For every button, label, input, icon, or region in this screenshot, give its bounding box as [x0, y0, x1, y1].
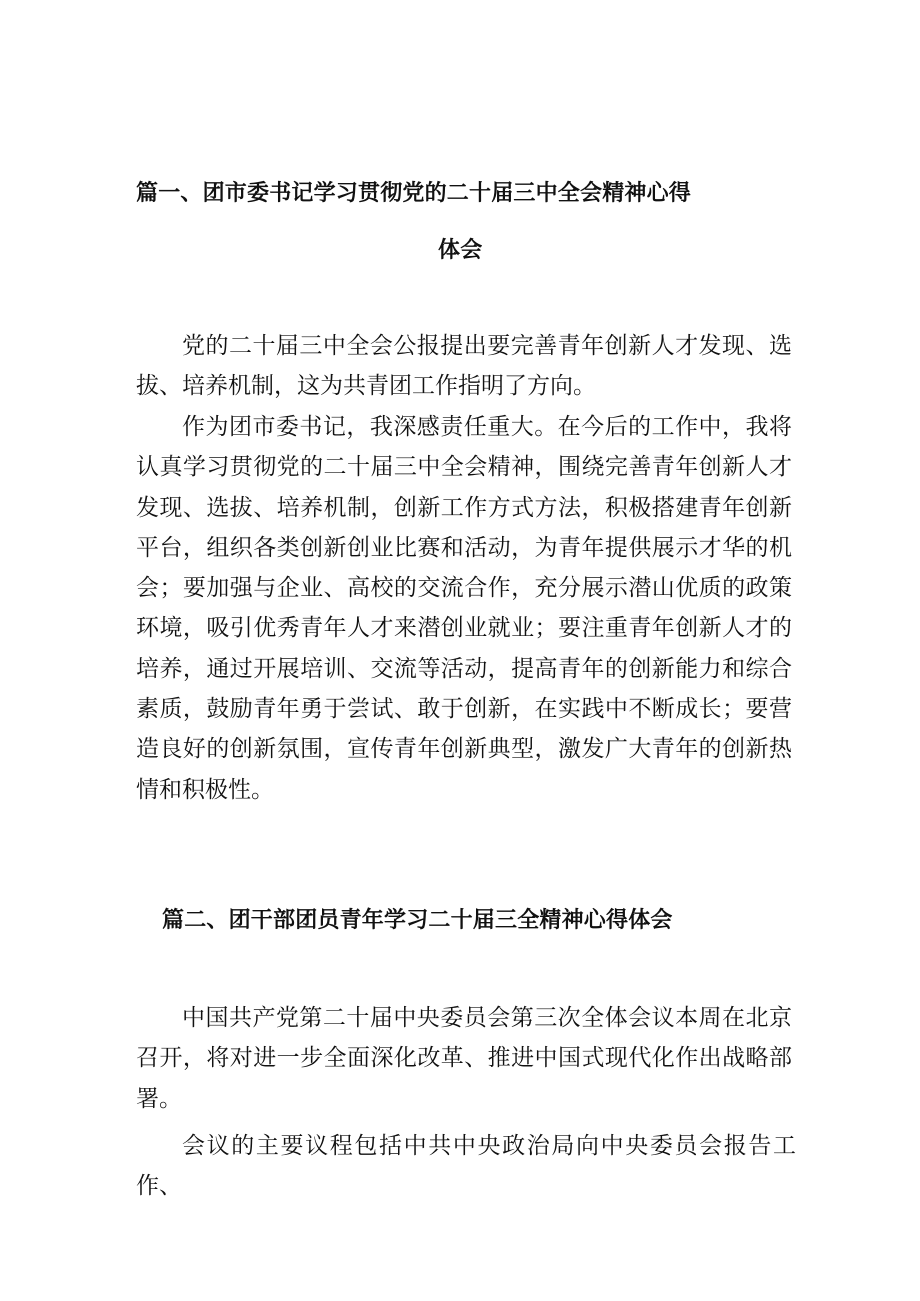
section2-paragraph-1: 中国共产党第二十届中央委员会第三次全体会议本周在北京召开，将对进一步全面深化改革、推进中国式现代化作出战略部署。 — [136, 1005, 792, 1112]
section1-paragraph-2: 作为团市委书记，我深感责任重大。在今后的工作中，我将认真学习贯彻党的二十届三中全会精神，围绕完善青年创新人才发现、选拔、培养机制，创新工作方式方法，积极搭建青年创新平台，组织各类创新创业比赛和活动，为青年提供展示才华的机会；要加强与企业、高校的交流合作，充分展示潜山优质的政策环境，吸引优秀青年人才来潜创业就业；要注重青年创新人才的培养，通过开展培训、交流等活动，提高青年的创新能力和综合素质，鼓励青年勇于尝试、敢于创新，在实践中不断成长；要营造良好的创新氛围，宣传青年创新典型，激发广大青年的创新热情和积极性。 — [136, 414, 792, 803]
section1-title-line2: 体会 — [438, 238, 483, 263]
section1-title-line1: 篇一、团市委书记学习贯彻党的二十届三中全会精神心得 — [136, 181, 692, 206]
section2-paragraph-2: 会议的主要议程包括中共中央政治局向中央委员会报告工作、 — [136, 1133, 796, 1200]
section1-paragraph-1: 党的二十届三中全会公报提出要完善青年创新人才发现、选拔、培养机制，这为共青团工作指明了方向。 — [136, 333, 792, 400]
section2-title: 篇二、团干部团员青年学习二十届三全精神心得体会 — [162, 908, 673, 933]
